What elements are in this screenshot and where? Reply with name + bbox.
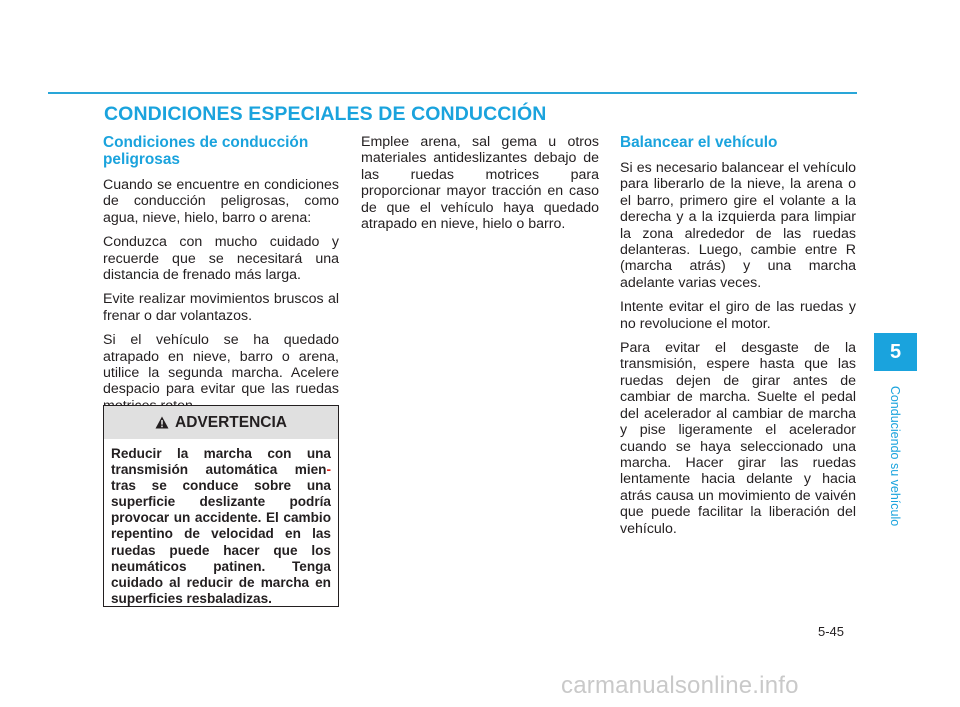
column-right	[620, 134, 856, 545]
page-title: CONDICIONES ESPECIALES DE CONDUCCIÓN	[104, 103, 547, 125]
column-middle	[361, 134, 599, 240]
watermark: carmanualsonline.info	[561, 672, 799, 699]
section-heading-dangerous-conditions: Condiciones de conducción peligrosas	[103, 134, 309, 168]
warning-text	[104, 439, 338, 607]
warning-hyphen: -	[326, 462, 331, 478]
chapter-number-tab: 5	[874, 333, 917, 371]
warning-triangle-icon	[155, 416, 169, 429]
paragraph: Intente evitar el giro de las ruedas y no revolucione el motor.	[620, 299, 856, 332]
paragraph: Cuando se encuentre en condiciones de conducción peligrosas, como agua, nieve, hielo, barro o arena:	[103, 177, 339, 226]
paragraph: Evite realizar movimientos bruscos al frenar o dar volantazos.	[103, 291, 339, 324]
column-left	[103, 134, 339, 422]
section-heading-rocking-vehicle: Balancear el vehículo	[620, 134, 778, 151]
paragraph: Si el vehículo se ha quedado atrapado en nieve, barro o arena, utilice la segunda marcha. Acelere despacio para evitar que las ruedas	[103, 332, 339, 398]
header-rule	[48, 92, 857, 94]
warning-text-part-2: tras se conduce sobre una superficie deslizante podría provocar un accidente. El cambio repentino de velocidad en las ruedas puede hacer que los neumáticos patinen. Tenga cuidado al reducir de marcha en superficies resbaladizas.	[111, 478, 331, 606]
warning-header	[104, 406, 338, 439]
paragraph: Si es necesario balancear el vehículo para liberarlo de la nieve, la arena o el barro, primero gire el volante a la derecha y a la izquierda para limpiar la zona alrededor de las ruedas delanteras. Luego, cambie entre R (marcha atrás) y una marcha adelante varias veces.	[620, 160, 856, 291]
chapter-title-vertical	[885, 378, 905, 533]
warning-title: ADVERTENCIA	[175, 413, 287, 431]
warning-box	[103, 405, 339, 607]
paragraph: Para evitar el desgaste de la transmisión, espere hasta que las ruedas dejen de girar antes de cambiar de marcha. Suelte el pedal del acelerador al cambiar de marcha y pise ligeramente el acelerador cuando se haya seleccionado una marcha. Hacer girar las ruedas lentamente hacia delante y hacia atrás causa un movimiento de vaivén que puede facilitar la liberación del vehículo.	[620, 340, 856, 537]
warning-text-part-1: Reducir la marcha con una transmisión automática mien	[111, 446, 331, 478]
page-number: 5-45	[818, 624, 845, 639]
paragraph: Emplee arena, sal gema u otros materiales antideslizantes debajo de las ruedas motrices para proporcionar mayor tracción en caso de que el vehículo haya quedado atrapado en nieve, hielo o barro.	[361, 134, 599, 233]
paragraph: Conduzca con mucho cuidado y recuerde que se necesitará una distancia de frenado más larga.	[103, 234, 339, 284]
chapter-title: Conduciendo su vehículo	[888, 385, 902, 526]
